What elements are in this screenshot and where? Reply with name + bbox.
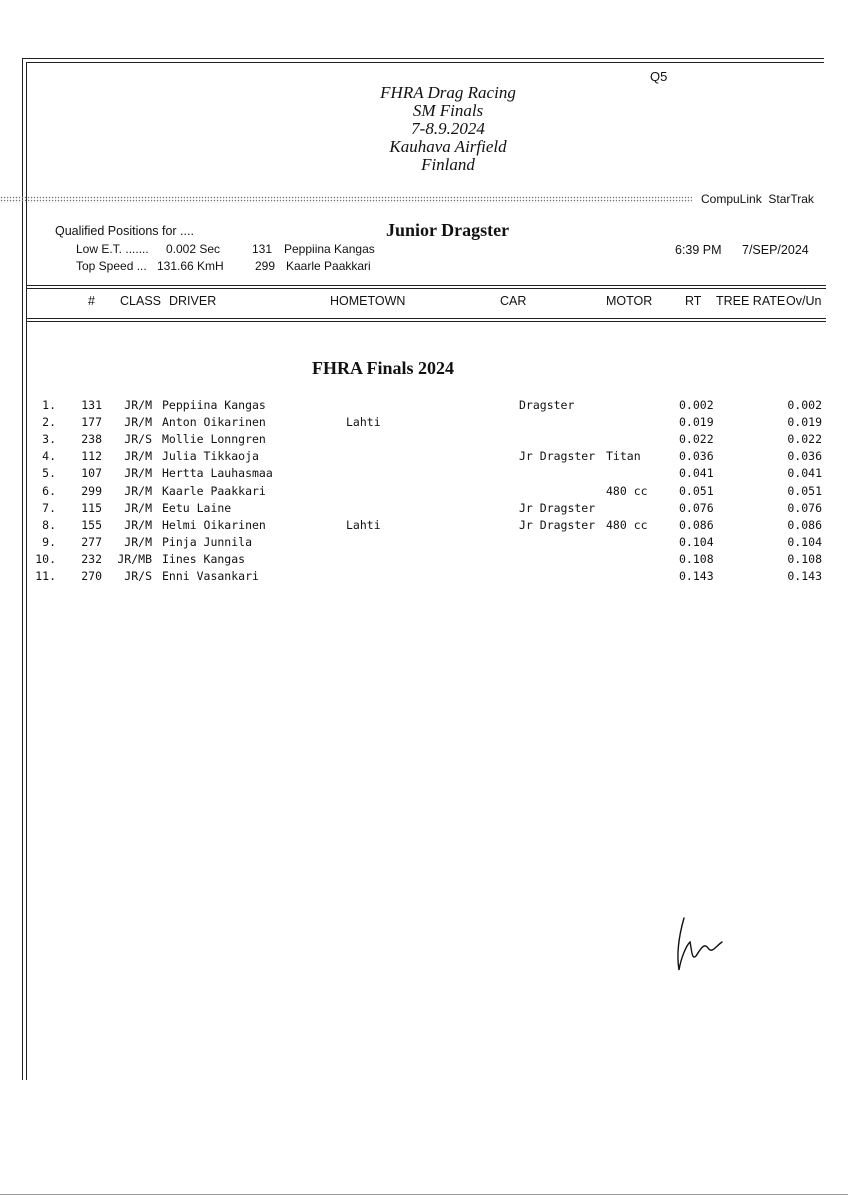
low-et-num: 131 [252, 242, 273, 256]
cell-cls: JR/M [124, 466, 152, 481]
cell-cls: JR/M [124, 415, 152, 430]
col-tree-rate: TREE RATE [716, 294, 786, 308]
cell-ovun: 0.036 [787, 449, 822, 464]
cell-pos: 5. [42, 466, 56, 481]
cell-ovun: 0.019 [787, 415, 822, 430]
cell-car: Jr Dragster [519, 517, 596, 532]
cell-rt: 0.104 [679, 534, 714, 549]
cell-num: 107 [81, 466, 102, 481]
cell-driver: Anton Oikarinen [162, 415, 266, 430]
cell-num: 112 [81, 449, 102, 464]
page-code: Q5 [650, 69, 668, 84]
col-num: # [88, 294, 95, 308]
cell-driver: Julia Tikkaoja [162, 449, 259, 464]
table-row [0, 552, 848, 569]
event-line: Finland [421, 155, 475, 174]
cell-motor: Titan [606, 449, 641, 464]
cell-rt: 0.086 [679, 517, 714, 532]
dotted-band [0, 196, 692, 203]
cell-pos: 10. [35, 551, 56, 566]
cell-pos: 1. [42, 398, 56, 412]
cell-num: 177 [81, 415, 102, 430]
header-rule-top-2 [26, 288, 826, 289]
cell-car: Jr Dragster [519, 449, 596, 464]
event-line: Kauhava Airfield [389, 137, 507, 156]
cell-num: 270 [81, 569, 102, 583]
signature [670, 912, 760, 976]
event-title [328, 84, 568, 174]
table-row [0, 501, 848, 518]
cell-rt: 0.022 [679, 432, 714, 447]
low-et-driver: Peppiina Kangas [284, 242, 375, 256]
cell-ovun: 0.002 [787, 398, 822, 412]
table-row [0, 466, 848, 483]
table-row [0, 569, 848, 586]
event-line: 7-8.9.2024 [411, 119, 485, 138]
cell-rt: 0.076 [679, 500, 714, 515]
cell-ovun: 0.108 [787, 551, 822, 566]
cell-pos: 8. [42, 517, 56, 532]
cell-driver: Hertta Lauhasmaa [162, 466, 273, 481]
cell-rt: 0.019 [679, 415, 714, 430]
cell-cls: JR/MB [117, 551, 152, 566]
header-rule-bottom [26, 318, 826, 319]
cell-num: 232 [81, 551, 102, 566]
table-row [0, 449, 848, 466]
top-speed-label: Top Speed ... [76, 259, 147, 273]
table-row [0, 415, 848, 432]
qualified-label: Qualified Positions for .... [55, 224, 194, 238]
section-title: FHRA Finals 2024 [312, 358, 455, 378]
cell-pos: 4. [42, 449, 56, 464]
top-border-inner [26, 62, 824, 63]
cell-cls: JR/M [124, 449, 152, 464]
cell-cls: JR/M [124, 517, 152, 532]
low-et-label: Low E.T. ....... [76, 242, 149, 256]
cell-driver: Helmi Oikarinen [162, 517, 266, 532]
cell-ovun: 0.051 [787, 483, 822, 498]
col-motor: MOTOR [606, 294, 653, 308]
cell-num: 155 [81, 517, 102, 532]
cell-hometown: Lahti [346, 415, 381, 430]
cell-driver: Pinja Junnila [162, 534, 253, 549]
cell-num: 131 [81, 398, 102, 412]
cell-rt: 0.108 [679, 551, 714, 566]
table-row [0, 398, 848, 415]
cell-rt: 0.143 [679, 569, 714, 583]
table-row [0, 484, 848, 501]
cell-driver: Peppiina Kangas [162, 398, 266, 412]
col-class: CLASS [120, 294, 161, 308]
cell-ovun: 0.104 [787, 534, 822, 549]
system-label: CompuLink StarTrak [701, 192, 814, 206]
cell-num: 115 [81, 500, 102, 515]
class-title: Junior Dragster [386, 220, 510, 240]
col-driver: DRIVER [169, 294, 217, 308]
event-line: FHRA Drag Racing [380, 83, 516, 102]
cell-car: Dragster [519, 398, 575, 412]
cell-cls: JR/M [124, 398, 152, 412]
cell-rt: 0.036 [679, 449, 714, 464]
table-row [0, 432, 848, 449]
top-speed-num: 299 [255, 259, 276, 273]
cell-pos: 9. [42, 534, 56, 549]
cell-cls: JR/S [124, 432, 152, 447]
cell-cls: JR/M [124, 534, 152, 549]
event-line: SM Finals [412, 101, 484, 120]
cell-motor: 480 cc [606, 517, 648, 532]
cell-pos: 11. [35, 569, 56, 583]
cell-driver: Eetu Laine [162, 500, 232, 515]
cell-pos: 2. [42, 415, 56, 430]
cell-rt: 0.051 [679, 483, 714, 498]
cell-ovun: 0.041 [787, 466, 822, 481]
cell-cls: JR/M [124, 500, 152, 515]
table-row [0, 535, 848, 552]
cell-cls: JR/S [124, 569, 152, 583]
low-et-value: 0.002 Sec [166, 242, 221, 256]
col-hometown: HOMETOWN [330, 294, 406, 308]
cell-pos: 3. [42, 432, 56, 447]
header-rule-bottom-2 [26, 321, 826, 322]
cell-pos: 7. [42, 500, 56, 515]
cell-driver: Enni Vasankari [162, 569, 259, 583]
report-time: 6:39 PM [675, 243, 722, 257]
cell-hometown: Lahti [346, 517, 381, 532]
cell-pos: 6. [42, 483, 56, 498]
col-car: CAR [500, 294, 527, 308]
cell-rt: 0.002 [679, 398, 714, 412]
cell-num: 277 [81, 534, 102, 549]
cell-ovun: 0.076 [787, 500, 822, 515]
top-speed-value: 131.66 KmH [157, 259, 224, 273]
cell-driver: Mollie Lonngren [162, 432, 266, 447]
col-rt: RT [685, 294, 702, 308]
col-ovun: Ov/Un [786, 294, 822, 308]
cell-car: Jr Dragster [519, 500, 596, 515]
cell-ovun: 0.086 [787, 517, 822, 532]
cell-num: 238 [81, 432, 102, 447]
cell-driver: Iines Kangas [162, 551, 246, 566]
header-rule-top [26, 285, 826, 286]
report-date: 7/SEP/2024 [742, 243, 809, 257]
table-row [0, 518, 848, 535]
cell-num: 299 [81, 483, 102, 498]
cell-cls: JR/M [124, 483, 152, 498]
page-bottom-line [0, 1194, 848, 1195]
top-border [22, 58, 824, 59]
cell-motor: 480 cc [606, 483, 648, 498]
top-speed-driver: Kaarle Paakkari [286, 259, 371, 273]
cell-rt: 0.041 [679, 466, 714, 481]
cell-ovun: 0.143 [787, 569, 822, 583]
cell-ovun: 0.022 [787, 432, 822, 447]
cell-driver: Kaarle Paakkari [162, 483, 266, 498]
